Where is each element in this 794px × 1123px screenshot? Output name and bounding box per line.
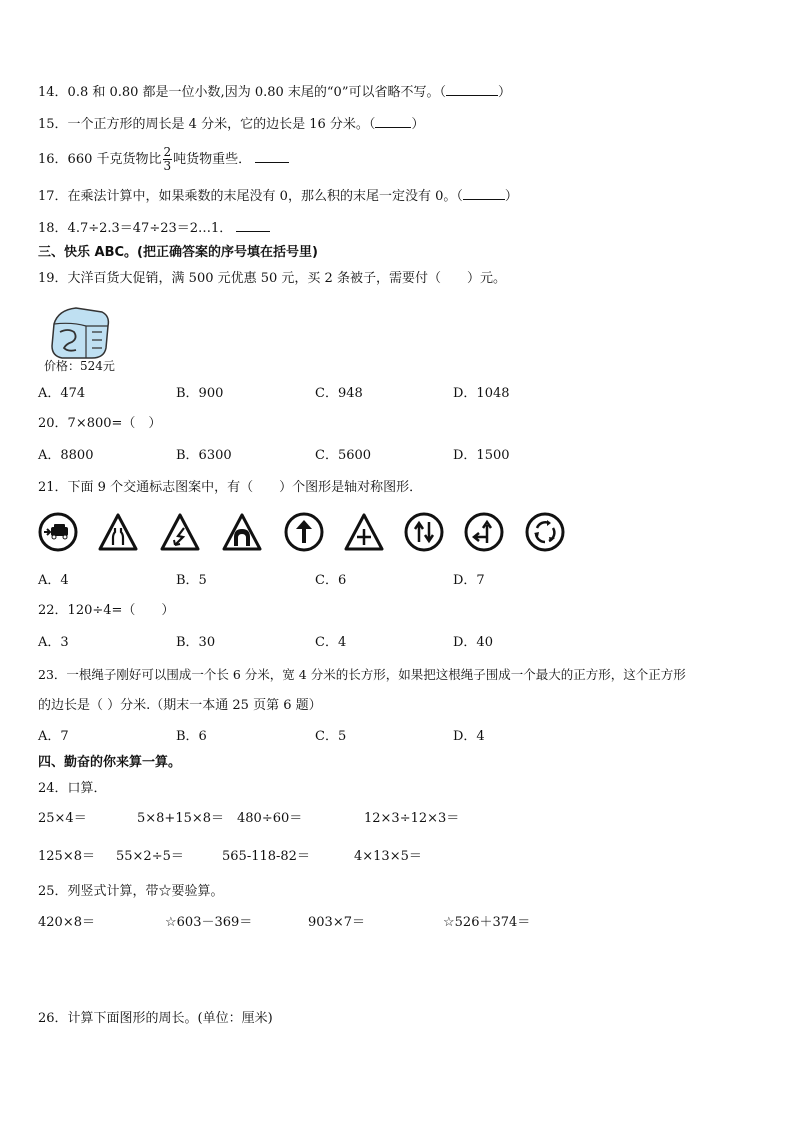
- fraction-numerator: 2: [163, 145, 172, 159]
- question-19-text: 19．大洋百货大促销，满 500 元优惠 50 元，买 2 条被子，需要付（ ）元。: [38, 271, 506, 286]
- option-d[interactable]: D．1500: [453, 448, 510, 463]
- question-15-text: 15．一个正方形的周长是 4 分米，它的边长是 16 分米。（: [38, 117, 376, 132]
- answer-blank[interactable]: [255, 150, 289, 163]
- question-18-text: 18．4.7÷2.3＝47÷23＝2…1．: [38, 221, 233, 236]
- tunnel-sign-icon: [222, 512, 262, 552]
- answer-blank[interactable]: [463, 187, 505, 200]
- crossroad-sign-icon: [344, 512, 384, 552]
- straight-arrow-sign-icon: [284, 512, 324, 552]
- option-d[interactable]: D．7: [453, 573, 485, 588]
- fraction-denominator: 3: [163, 159, 172, 173]
- option-c[interactable]: C．4: [315, 635, 347, 650]
- calc-item: 5×8+15×8＝: [137, 811, 225, 826]
- option-b[interactable]: B．5: [176, 573, 207, 588]
- vertical-calc-item: ☆526＋374＝: [443, 915, 531, 930]
- narrow-road-sign-icon: [98, 512, 138, 552]
- vertical-calc-item: ☆603－369＝: [165, 915, 253, 930]
- question-21-text: 21．下面 9 个交通标志图案中，有（ ）个图形是轴对称图形．: [38, 480, 423, 495]
- straight-or-left-sign-icon: [464, 512, 504, 552]
- option-b[interactable]: B．900: [176, 386, 224, 401]
- answer-blank[interactable]: [236, 219, 270, 232]
- option-a[interactable]: A．8800: [38, 448, 94, 463]
- option-d[interactable]: D．1048: [453, 386, 510, 401]
- question-14-text: 14．0.8 和 0.80 都是一位小数,因为 0.80 末尾的“0”可以省略不写。（: [38, 85, 446, 100]
- question-20-text: 20．7×800=（ ）: [38, 416, 162, 431]
- two-way-sign-icon: [404, 512, 444, 552]
- question-23-line-1: 23．一根绳子刚好可以围成一个长 6 分米，宽 4 分米的长方形，如果把这根绳子围成一个最大的正方形，这个正方形: [38, 667, 686, 682]
- section-3-title: 三、快乐 ABC。(把正确答案的序号填在括号里): [38, 245, 318, 260]
- falling-rocks-sign-icon: [160, 512, 200, 552]
- question-17-text: 17．在乘法计算中，如果乘数的末尾没有 0，那么积的末尾一定没有 0。（: [38, 189, 463, 204]
- calc-item: 480÷60＝: [237, 811, 303, 826]
- question-14: [38, 83, 511, 102]
- calc-item: 25×4＝: [38, 811, 87, 826]
- option-b[interactable]: B．6: [176, 729, 207, 744]
- answer-blank[interactable]: [446, 83, 498, 96]
- option-c[interactable]: C．948: [315, 386, 363, 401]
- calc-item: 125×8＝: [38, 849, 95, 864]
- vertical-calc-item: 420×8＝: [38, 915, 95, 930]
- option-d[interactable]: D．40: [453, 635, 493, 650]
- option-a[interactable]: A．7: [38, 729, 69, 744]
- quilt-icon: [46, 302, 112, 362]
- option-a[interactable]: A．4: [38, 573, 69, 588]
- option-b[interactable]: B．6300: [176, 448, 232, 463]
- question-24-text: 24．口算．: [38, 781, 107, 796]
- answer-blank[interactable]: [375, 115, 411, 128]
- option-c[interactable]: C．5600: [315, 448, 372, 463]
- question-16-text: 16．660 千克货物比: [38, 152, 162, 167]
- car-sign-icon: [38, 512, 78, 552]
- question-16: [38, 146, 289, 173]
- option-a[interactable]: A．474: [38, 386, 86, 401]
- question-23-line-2: 的边长是（ ）分米.（期末一本通 25 页第 6 题）: [38, 698, 322, 713]
- fraction: [163, 146, 173, 173]
- calc-item: 565-118-82＝: [222, 849, 310, 864]
- paren-close: ）: [497, 85, 511, 100]
- option-b[interactable]: B．30: [176, 635, 216, 650]
- question-16-text-tail: 吨货物重些．: [173, 152, 252, 167]
- question-15: [38, 115, 424, 134]
- paren-close: ）: [504, 189, 518, 204]
- question-17: [38, 187, 518, 206]
- calc-item: 4×13×5＝: [354, 849, 422, 864]
- question-22-text: 22．120÷4=（ ）: [38, 603, 175, 618]
- option-a[interactable]: A．3: [38, 635, 69, 650]
- question-26-text: 26．计算下面图形的周长。(单位：厘米): [38, 1011, 273, 1026]
- option-c[interactable]: C．6: [315, 573, 347, 588]
- roundabout-sign-icon: [525, 512, 565, 552]
- paren-close: ）: [411, 117, 425, 132]
- calc-item: 12×3÷12×3＝: [364, 811, 460, 826]
- price-label: 价格：524元: [44, 359, 115, 373]
- option-d[interactable]: D．4: [453, 729, 485, 744]
- calc-item: 55×2÷5＝: [116, 849, 184, 864]
- section-4-title: 四、勤奋的你来算一算。: [38, 755, 182, 770]
- option-c[interactable]: C．5: [315, 729, 347, 744]
- question-18: [38, 219, 270, 238]
- vertical-calc-item: 903×7＝: [308, 915, 365, 930]
- question-25-text: 25．列竖式计算，带☆要验算。: [38, 884, 224, 899]
